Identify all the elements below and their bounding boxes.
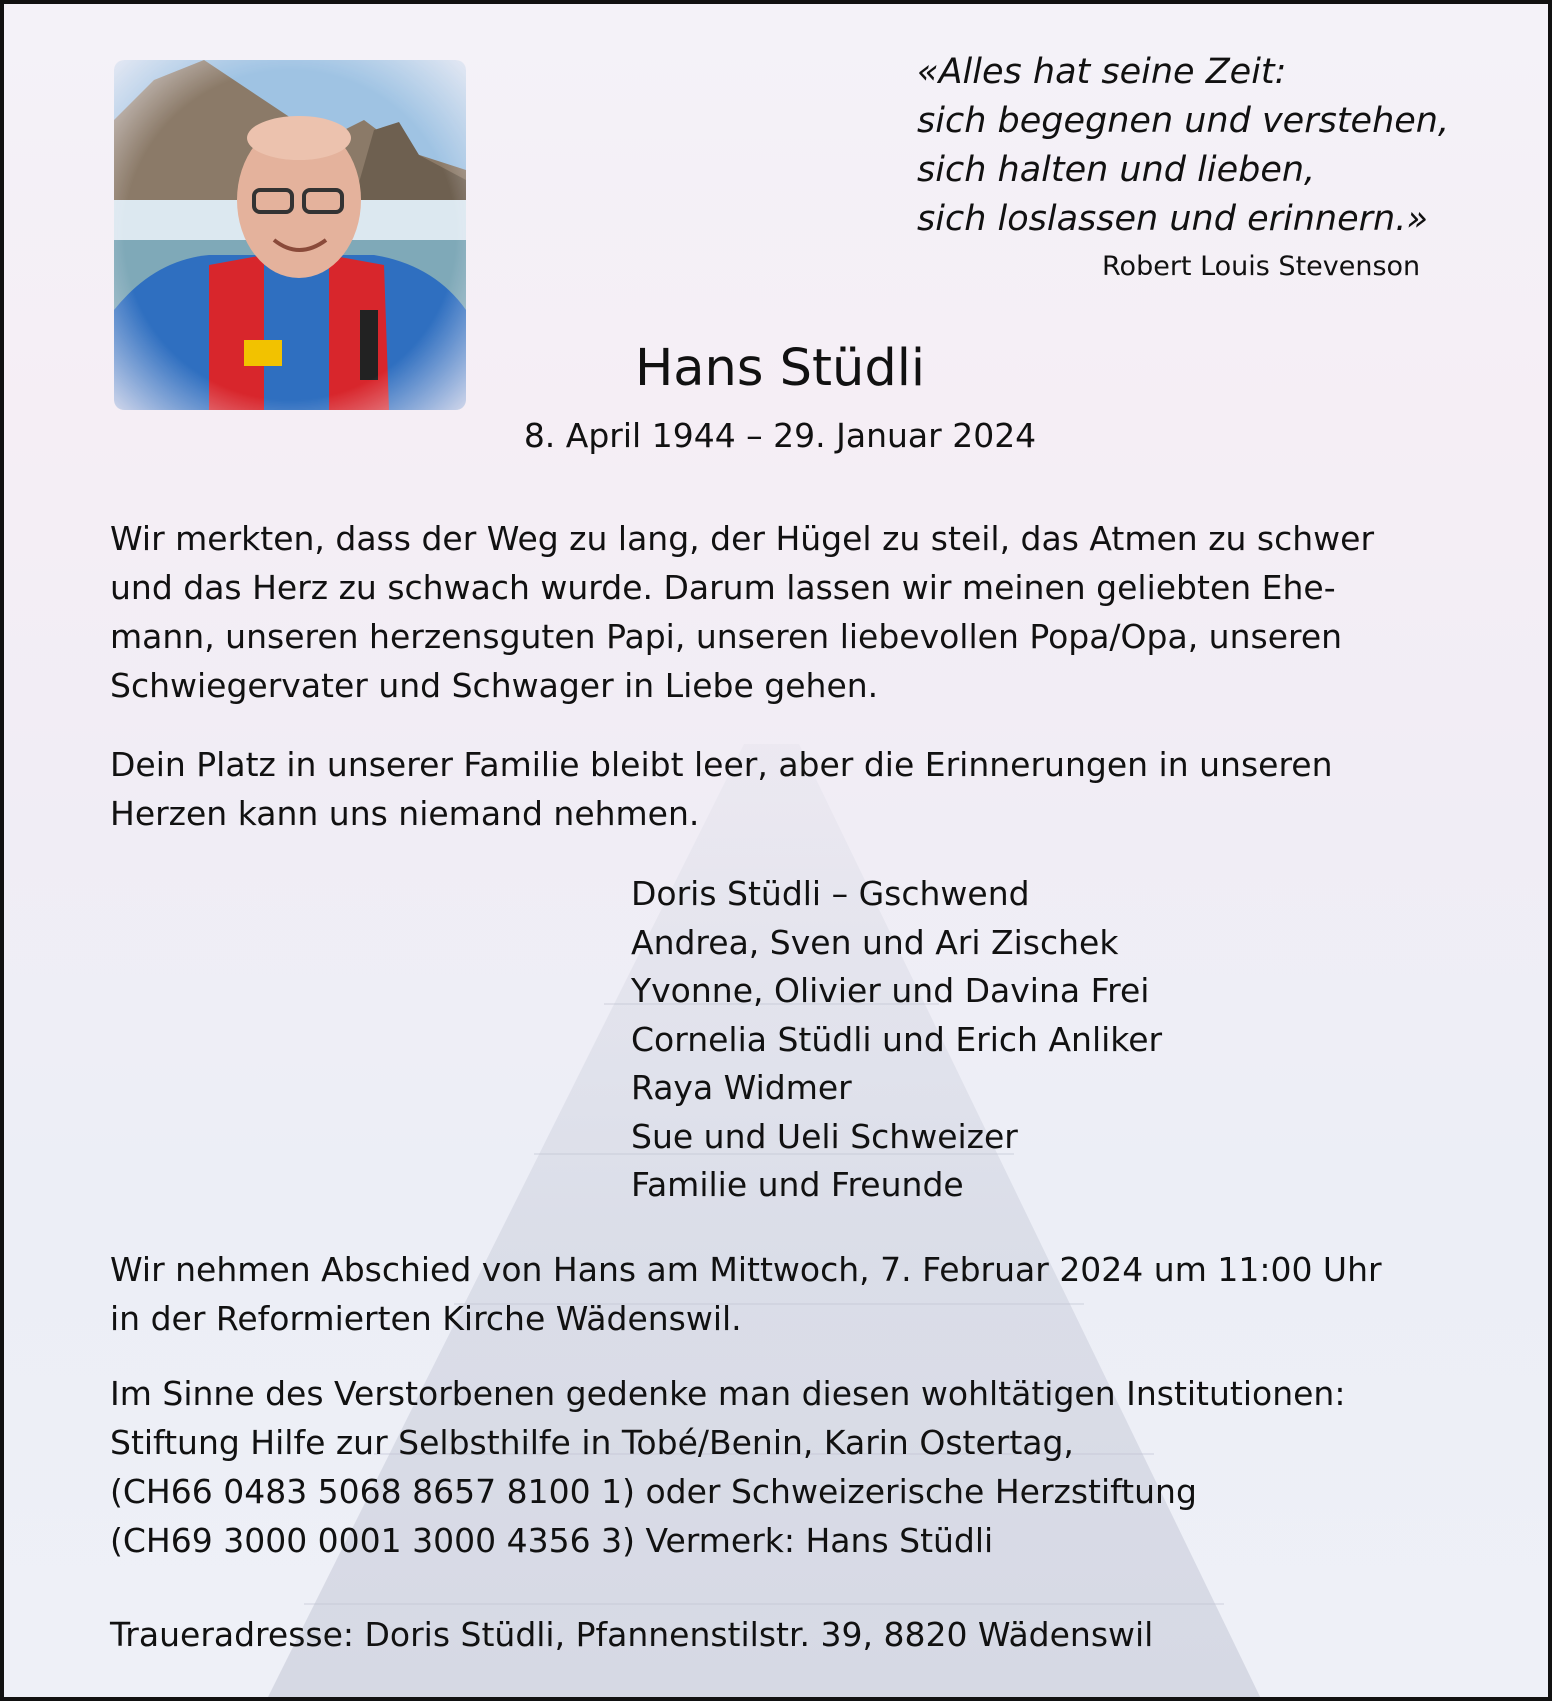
quote-block	[917, 48, 1449, 244]
life-dates: 8. April 1944 – 29. Januar 2024	[523, 416, 1037, 455]
text-line: Schwiegervater und Schwager in Liebe gehen.	[110, 666, 879, 705]
quote-line: «Alles hat seine Zeit:	[917, 52, 1287, 92]
mourner-name: Sue und Ueli Schweizer	[631, 1116, 1018, 1156]
text-line: (CH66 0483 5068 8657 8100 1) oder Schweizerische Herzstiftung	[110, 1472, 1197, 1511]
mourners-list	[631, 870, 1162, 1210]
quote-author: Robert Louis Stevenson	[1102, 251, 1421, 282]
text-line: Im Sinne des Verstorbenen gedenke man diesen wohltätigen Institutionen:	[110, 1374, 1346, 1413]
mourner-name: Yvonne, Olivier und Davina Frei	[631, 971, 1150, 1010]
deceased-name: Hans Stüdli	[634, 339, 926, 398]
text-line: Herzen kann uns niemand nehmen.	[110, 794, 700, 833]
text-line: Wir nehmen Abschied von Hans am Mittwoch, 7. Februar 2024 um 11:00 Uhr	[110, 1250, 1382, 1289]
text-line: und das Herz zu schwach wurde. Darum lassen wir meinen geliebten Ehe-	[110, 568, 1336, 607]
text-line: Wir merkten, dass der Weg zu lang, der Hügel zu steil, das Atmen zu schwer	[110, 519, 1375, 558]
text-line: mann, unseren herzensguten Papi, unseren liebevollen Popa/Opa, unseren	[110, 617, 1343, 656]
mourner-name: Doris Stüdli – Gschwend	[631, 874, 1030, 913]
quote-line: sich halten und lieben,	[917, 150, 1316, 190]
mourning-address: Traueradresse: Doris Stüdli, Pfannenstilstr. 39, 8820 Wädenswil	[110, 1615, 1154, 1654]
text-line: Stiftung Hilfe zur Selbsthilfe in Tobé/Benin, Karin Ostertag,	[110, 1423, 1074, 1462]
donations-paragraph	[110, 1369, 1345, 1565]
text-line: (CH69 3000 0001 3000 4356 3) Vermerk: Hans Stüdli	[110, 1521, 994, 1560]
text-line: Dein Platz in unserer Familie bleibt leer, aber die Erinnerungen in unseren	[110, 745, 1333, 784]
mourner-name: Raya Widmer	[631, 1068, 852, 1107]
ceremony-paragraph	[110, 1245, 1382, 1343]
mourner-name: Cornelia Stüdli und Erich Anliker	[631, 1019, 1163, 1059]
mourner-name: Familie und Freunde	[631, 1165, 964, 1204]
quote-line: sich begegnen und verstehen,	[917, 101, 1450, 141]
memory-paragraph	[110, 740, 1333, 838]
quote-line: sich loslassen und erinnern.»	[917, 199, 1428, 239]
text-line: in der Reformierten Kirche Wädenswil.	[110, 1299, 742, 1338]
mourner-name: Andrea, Sven und Ari Zischek	[631, 922, 1119, 962]
farewell-paragraph	[110, 514, 1374, 710]
